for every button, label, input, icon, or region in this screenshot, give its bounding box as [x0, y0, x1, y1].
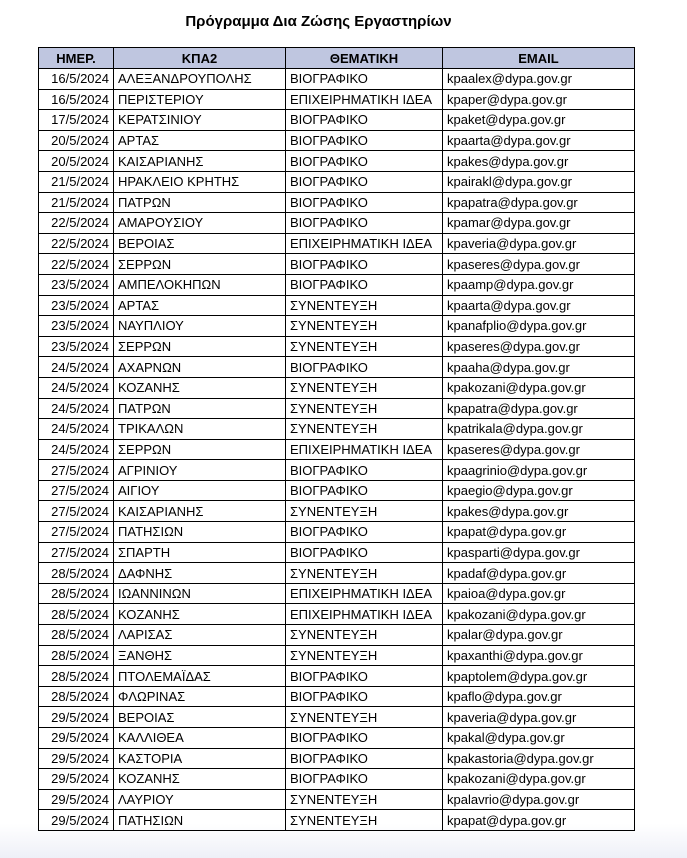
cell-email: kpapatra@dypa.gov.gr [443, 192, 635, 213]
cell-kpa: ΠΑΤΡΩΝ [114, 398, 286, 419]
table-row [39, 419, 635, 440]
cell-email: kpaseres@dypa.gov.gr [443, 439, 635, 460]
cell-kpa: ΑΧΑΡΝΩΝ [114, 357, 286, 378]
cell-kpa: ΛΑΡΙΣΑΣ [114, 625, 286, 646]
cell-date: 29/5/2024 [39, 810, 114, 831]
table-row [39, 233, 635, 254]
cell-date: 20/5/2024 [39, 130, 114, 151]
table-row [39, 316, 635, 337]
cell-email: kpadaf@dypa.gov.gr [443, 563, 635, 584]
cell-theme: ΒΙΟΓΡΑΦΙΚΟ [286, 130, 443, 151]
table-header-row [39, 48, 635, 69]
cell-kpa: ΗΡΑΚΛΕΙΟ ΚΡΗΤΗΣ [114, 171, 286, 192]
cell-kpa: ΚΑΙΣΑΡΙΑΝΗΣ [114, 501, 286, 522]
cell-email: kpaptolem@dypa.gov.gr [443, 666, 635, 687]
cell-date: 29/5/2024 [39, 789, 114, 810]
cell-theme: ΕΠΙΧΕΙΡΗΜΑΤΙΚΗ ΙΔΕΑ [286, 439, 443, 460]
cell-kpa: ΑΛΕΞΑΝΔΡΟΥΠΟΛΗΣ [114, 69, 286, 90]
cell-date: 24/5/2024 [39, 357, 114, 378]
table-row [39, 295, 635, 316]
cell-email: kpatrikala@dypa.gov.gr [443, 419, 635, 440]
cell-email: kpakozani@dypa.gov.gr [443, 769, 635, 790]
cell-theme: ΣΥΝΕΝΤΕΥΞΗ [286, 501, 443, 522]
cell-kpa: ΠΕΡΙΣΤΕΡΙΟΥ [114, 89, 286, 110]
cell-date: 21/5/2024 [39, 192, 114, 213]
cell-date: 23/5/2024 [39, 316, 114, 337]
table-row [39, 625, 635, 646]
table-row [39, 151, 635, 172]
cell-date: 27/5/2024 [39, 542, 114, 563]
table-body [39, 69, 635, 831]
cell-email: kpaflo@dypa.gov.gr [443, 686, 635, 707]
cell-email: kpapat@dypa.gov.gr [443, 522, 635, 543]
cell-kpa: ΣΕΡΡΩΝ [114, 254, 286, 275]
cell-theme: ΒΙΟΓΡΑΦΙΚΟ [286, 666, 443, 687]
cell-theme: ΒΙΟΓΡΑΦΙΚΟ [286, 274, 443, 295]
table-row [39, 707, 635, 728]
cell-date: 23/5/2024 [39, 295, 114, 316]
cell-date: 27/5/2024 [39, 480, 114, 501]
cell-date: 16/5/2024 [39, 69, 114, 90]
cell-kpa: ΚΟΖΑΝΗΣ [114, 377, 286, 398]
cell-kpa: ΒΕΡΟΙΑΣ [114, 707, 286, 728]
cell-email: kpaseres@dypa.gov.gr [443, 336, 635, 357]
cell-date: 27/5/2024 [39, 522, 114, 543]
cell-kpa: ΑΜΑΡΟΥΣΙΟΥ [114, 213, 286, 234]
cell-email: kpaveria@dypa.gov.gr [443, 707, 635, 728]
cell-date: 29/5/2024 [39, 748, 114, 769]
cell-theme: ΣΥΝΕΝΤΕΥΞΗ [286, 625, 443, 646]
cell-theme: ΒΙΟΓΡΑΦΙΚΟ [286, 151, 443, 172]
cell-date: 29/5/2024 [39, 769, 114, 790]
cell-theme: ΣΥΝΕΝΤΕΥΞΗ [286, 316, 443, 337]
cell-kpa: ΑΡΤΑΣ [114, 130, 286, 151]
cell-date: 27/5/2024 [39, 501, 114, 522]
cell-theme: ΒΙΟΓΡΑΦΙΚΟ [286, 728, 443, 749]
table-row [39, 522, 635, 543]
cell-theme: ΒΙΟΓΡΑΦΙΚΟ [286, 69, 443, 90]
cell-date: 28/5/2024 [39, 666, 114, 687]
cell-email: kpakes@dypa.gov.gr [443, 151, 635, 172]
table-row [39, 336, 635, 357]
cell-theme: ΣΥΝΕΝΤΕΥΞΗ [286, 336, 443, 357]
table-row [39, 645, 635, 666]
cell-date: 24/5/2024 [39, 398, 114, 419]
cell-kpa: ΚΑΙΣΑΡΙΑΝΗΣ [114, 151, 286, 172]
table-row [39, 748, 635, 769]
page-title: Πρόγραμμα Δια Ζώσης Εργαστηρίων [185, 13, 452, 30]
table-row [39, 460, 635, 481]
cell-kpa: ΚΟΖΑΝΗΣ [114, 769, 286, 790]
table-row [39, 480, 635, 501]
cell-email: kpaxanthi@dypa.gov.gr [443, 645, 635, 666]
table-row [39, 398, 635, 419]
cell-kpa: ΛΑΥΡΙΟΥ [114, 789, 286, 810]
cell-date: 29/5/2024 [39, 707, 114, 728]
cell-email: kpalar@dypa.gov.gr [443, 625, 635, 646]
table-row [39, 192, 635, 213]
table-row [39, 769, 635, 790]
cell-kpa: ΚΟΖΑΝΗΣ [114, 604, 286, 625]
cell-date: 28/5/2024 [39, 625, 114, 646]
cell-theme: ΣΥΝΕΝΤΕΥΞΗ [286, 377, 443, 398]
cell-kpa: ΠΤΟΛΕΜΑΪΔΑΣ [114, 666, 286, 687]
cell-date: 23/5/2024 [39, 274, 114, 295]
cell-email: kpaamp@dypa.gov.gr [443, 274, 635, 295]
table-row [39, 110, 635, 131]
cell-email: kpasparti@dypa.gov.gr [443, 542, 635, 563]
cell-date: 23/5/2024 [39, 336, 114, 357]
cell-theme: ΒΙΟΓΡΑΦΙΚΟ [286, 254, 443, 275]
cell-date: 27/5/2024 [39, 460, 114, 481]
cell-email: kpakastoria@dypa.gov.gr [443, 748, 635, 769]
cell-theme: ΣΥΝΕΝΤΕΥΞΗ [286, 810, 443, 831]
cell-email: kpamar@dypa.gov.gr [443, 213, 635, 234]
cell-kpa: ΒΕΡΟΙΑΣ [114, 233, 286, 254]
cell-kpa: ΠΑΤΗΣΙΩΝ [114, 810, 286, 831]
cell-kpa: ΑΡΤΑΣ [114, 295, 286, 316]
header-date: ΗΜΕΡ. [39, 48, 114, 69]
table-row [39, 501, 635, 522]
cell-email: kpaket@dypa.gov.gr [443, 110, 635, 131]
cell-date: 28/5/2024 [39, 604, 114, 625]
table-row [39, 686, 635, 707]
cell-email: kpapat@dypa.gov.gr [443, 810, 635, 831]
cell-email: kpakes@dypa.gov.gr [443, 501, 635, 522]
cell-kpa: ΝΑΥΠΛΙΟΥ [114, 316, 286, 337]
cell-email: kpaioa@dypa.gov.gr [443, 583, 635, 604]
cell-kpa: ΚΑΣΤΟΡΙΑ [114, 748, 286, 769]
cell-kpa: ΦΛΩΡΙΝΑΣ [114, 686, 286, 707]
cell-email: kpaaha@dypa.gov.gr [443, 357, 635, 378]
cell-date: 17/5/2024 [39, 110, 114, 131]
cell-kpa: ΣΕΡΡΩΝ [114, 439, 286, 460]
cell-theme: ΣΥΝΕΝΤΕΥΞΗ [286, 645, 443, 666]
cell-date: 29/5/2024 [39, 728, 114, 749]
table-row [39, 563, 635, 584]
cell-kpa: ΣΕΡΡΩΝ [114, 336, 286, 357]
cell-email: kpaalex@dypa.gov.gr [443, 69, 635, 90]
cell-kpa: ΑΙΓΙΟΥ [114, 480, 286, 501]
header-email: EMAIL [443, 48, 635, 69]
cell-email: kpakal@dypa.gov.gr [443, 728, 635, 749]
cell-email: kpaagrinio@dypa.gov.gr [443, 460, 635, 481]
cell-theme: ΣΥΝΕΝΤΕΥΞΗ [286, 563, 443, 584]
cell-theme: ΒΙΟΓΡΑΦΙΚΟ [286, 542, 443, 563]
table-row [39, 604, 635, 625]
cell-date: 28/5/2024 [39, 686, 114, 707]
cell-date: 16/5/2024 [39, 89, 114, 110]
cell-theme: ΒΙΟΓΡΑΦΙΚΟ [286, 480, 443, 501]
cell-theme: ΕΠΙΧΕΙΡΗΜΑΤΙΚΗ ΙΔΕΑ [286, 604, 443, 625]
table-row [39, 254, 635, 275]
cell-email: kpairakl@dypa.gov.gr [443, 171, 635, 192]
cell-date: 24/5/2024 [39, 439, 114, 460]
cell-theme: ΒΙΟΓΡΑΦΙΚΟ [286, 213, 443, 234]
table-row [39, 69, 635, 90]
cell-date: 22/5/2024 [39, 233, 114, 254]
cell-email: kpalavrio@dypa.gov.gr [443, 789, 635, 810]
table-row [39, 789, 635, 810]
cell-email: kpaegio@dypa.gov.gr [443, 480, 635, 501]
table-row [39, 728, 635, 749]
cell-theme: ΕΠΙΧΕΙΡΗΜΑΤΙΚΗ ΙΔΕΑ [286, 89, 443, 110]
table-row [39, 213, 635, 234]
table-row [39, 357, 635, 378]
cell-theme: ΒΙΟΓΡΑΦΙΚΟ [286, 460, 443, 481]
cell-kpa: ΞΑΝΘΗΣ [114, 645, 286, 666]
header-theme: ΘΕΜΑΤΙΚΗ [286, 48, 443, 69]
cell-date: 28/5/2024 [39, 583, 114, 604]
cell-date: 21/5/2024 [39, 171, 114, 192]
cell-date: 20/5/2024 [39, 151, 114, 172]
cell-kpa: ΚΑΛΛΙΘΕΑ [114, 728, 286, 749]
cell-email: kpaarta@dypa.gov.gr [443, 130, 635, 151]
cell-date: 28/5/2024 [39, 563, 114, 584]
cell-date: 22/5/2024 [39, 213, 114, 234]
table-row [39, 542, 635, 563]
table-row [39, 377, 635, 398]
cell-date: 22/5/2024 [39, 254, 114, 275]
cell-kpa: ΑΜΠΕΛΟΚΗΠΩΝ [114, 274, 286, 295]
table-row [39, 666, 635, 687]
cell-theme: ΕΠΙΧΕΙΡΗΜΑΤΙΚΗ ΙΔΕΑ [286, 583, 443, 604]
table-row [39, 89, 635, 110]
table-row [39, 130, 635, 151]
cell-theme: ΕΠΙΧΕΙΡΗΜΑΤΙΚΗ ΙΔΕΑ [286, 233, 443, 254]
cell-theme: ΣΥΝΕΝΤΕΥΞΗ [286, 295, 443, 316]
cell-theme: ΒΙΟΓΡΑΦΙΚΟ [286, 110, 443, 131]
cell-email: kpaveria@dypa.gov.gr [443, 233, 635, 254]
cell-theme: ΒΙΟΓΡΑΦΙΚΟ [286, 192, 443, 213]
table-row [39, 274, 635, 295]
cell-kpa: ΚΕΡΑΤΣΙΝΙΟΥ [114, 110, 286, 131]
cell-date: 28/5/2024 [39, 645, 114, 666]
cell-theme: ΒΙΟΓΡΑΦΙΚΟ [286, 686, 443, 707]
table-row [39, 439, 635, 460]
cell-theme: ΒΙΟΓΡΑΦΙΚΟ [286, 769, 443, 790]
cell-email: kpaper@dypa.gov.gr [443, 89, 635, 110]
table-row [39, 171, 635, 192]
cell-email: kpaseres@dypa.gov.gr [443, 254, 635, 275]
cell-email: kpaarta@dypa.gov.gr [443, 295, 635, 316]
header-kpa: ΚΠΑ2 [114, 48, 286, 69]
cell-kpa: ΣΠΑΡΤΗ [114, 542, 286, 563]
cell-theme: ΣΥΝΕΝΤΕΥΞΗ [286, 419, 443, 440]
cell-date: 24/5/2024 [39, 419, 114, 440]
cell-kpa: ΠΑΤΗΣΙΩΝ [114, 522, 286, 543]
cell-email: kpakozani@dypa.gov.gr [443, 604, 635, 625]
cell-kpa: ΠΑΤΡΩΝ [114, 192, 286, 213]
cell-kpa: ΔΑΦΝΗΣ [114, 563, 286, 584]
cell-theme: ΣΥΝΕΝΤΕΥΞΗ [286, 707, 443, 728]
cell-kpa: ΙΩΑΝΝΙΝΩΝ [114, 583, 286, 604]
table-row [39, 810, 635, 831]
cell-email: kpanafplio@dypa.gov.gr [443, 316, 635, 337]
cell-theme: ΒΙΟΓΡΑΦΙΚΟ [286, 522, 443, 543]
schedule-table [38, 47, 635, 831]
cell-email: kpapatra@dypa.gov.gr [443, 398, 635, 419]
cell-theme: ΣΥΝΕΝΤΕΥΞΗ [286, 398, 443, 419]
cell-theme: ΒΙΟΓΡΑΦΙΚΟ [286, 357, 443, 378]
table-row [39, 583, 635, 604]
cell-theme: ΒΙΟΓΡΑΦΙΚΟ [286, 171, 443, 192]
cell-kpa: ΑΓΡΙΝΙΟΥ [114, 460, 286, 481]
cell-theme: ΣΥΝΕΝΤΕΥΞΗ [286, 789, 443, 810]
cell-kpa: ΤΡΙΚΑΛΩΝ [114, 419, 286, 440]
cell-date: 24/5/2024 [39, 377, 114, 398]
cell-theme: ΒΙΟΓΡΑΦΙΚΟ [286, 748, 443, 769]
cell-email: kpakozani@dypa.gov.gr [443, 377, 635, 398]
